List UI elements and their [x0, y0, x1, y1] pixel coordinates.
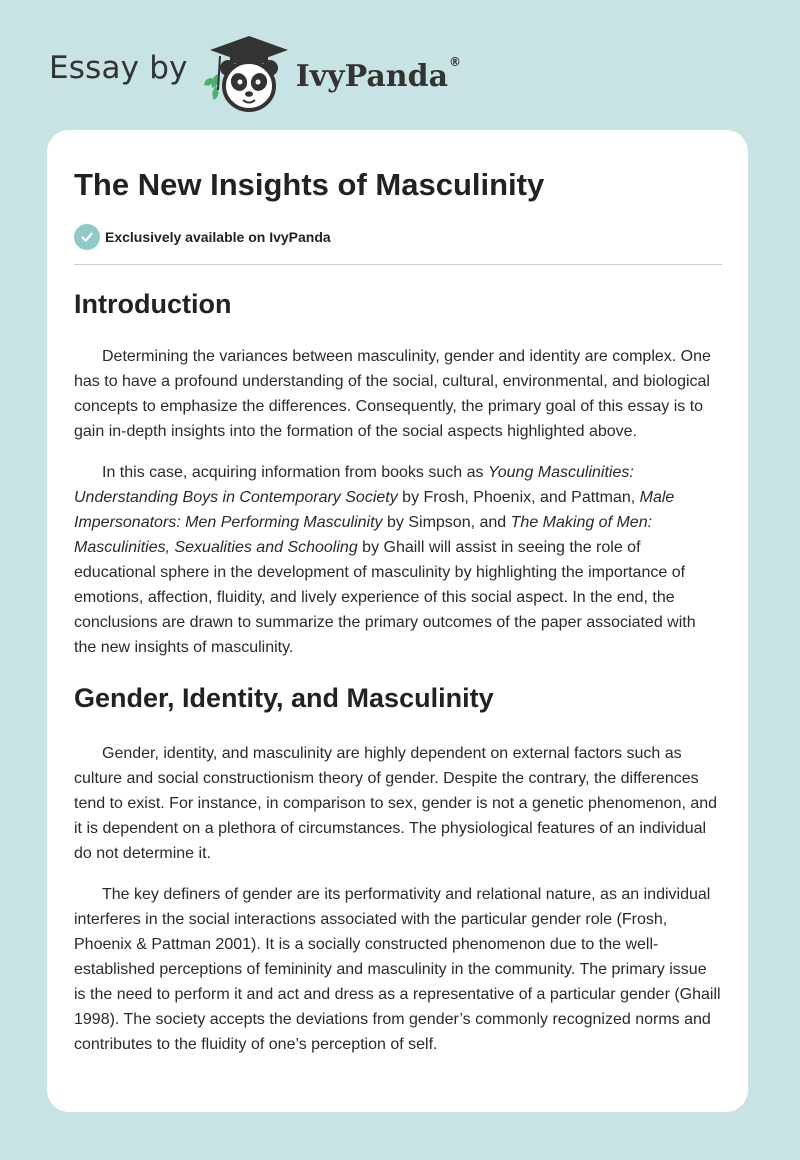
- paragraph: In this case, acquiring information from books such as Young Masculinities: Understanding Boys in Contemporary Society by Frosh, Phoenix, and Pattman, Male Impersonators: Men Performing Masculinity by Simpson, and The Making of Men: Masculinities, Sexualities and Schooling by Ghaill will assist in seeing the role of educational sphere in the development of masculinity by highlighting the importance of emotions, affection, fluidity, and lively experience of this social aspect. In the end, the conclusions are drawn to summarize the primary outcomes of the paper associated with the new insights of masculinity.: [74, 464, 696, 656]
- book-title: Male Impersonators: Men Performing Masculinity: [74, 489, 675, 531]
- book-title: The Making of Men: Masculinities, Sexualities and Schooling: [74, 514, 653, 556]
- registered-mark: ®: [449, 55, 462, 69]
- paragraph: Gender, identity, and masculinity are highly dependent on external factors such as culture and social constructionism theory of gender. Despite the contrary, the differences tend to exist. For instance, in comparison to sex, gender is not a genetic phenomenon, and it is dependent on a plethora of circumstances. The physiological features of an individual do not determine it.: [74, 745, 718, 862]
- divider: [74, 264, 722, 265]
- check-circle-icon: [74, 224, 100, 250]
- panda-graduate-mascot-icon: [204, 34, 294, 114]
- book-title: Young Masculinities: Understanding Boys in Contemporary Society: [74, 464, 634, 506]
- exclusive-label: Exclusively available on IvyPanda: [105, 229, 331, 245]
- section-heading-introduction: Introduction: [74, 289, 232, 319]
- essay-title: The New Insights of Masculinity: [74, 167, 545, 202]
- paragraph: Determining the variances between masculinity, gender and identity are complex. One has to have a profound understanding of the social, cultural, environmental, and biological concepts to emphasize the differences. Consequently, the primary goal of this essay is to gain in-depth insights into the formation of the social aspects highlighted above.: [74, 348, 711, 440]
- exclusive-badge: [74, 223, 722, 251]
- section-heading-gender-identity-masculinity: Gender, Identity, and Masculinity: [74, 683, 494, 713]
- paragraph: The key definers of gender are its performativity and relational nature, as an individual interferes in the social interactions associated with the particular gender role (Frosh, Phoenix & Pattman 2001). It is a socially constructed phenomenon due to the well-established perceptions of femininity and masculinity in the community. The primary issue is the need to perform it and act and dress as a representative of a particular gender (Ghaill 1998). The society accepts the deviations from gender’s commonly recognized norms and contributes to the fluidity of one’s perception of self.: [74, 886, 721, 1053]
- brand-prefix: Essay by: [49, 50, 188, 86]
- essay-card: [47, 130, 748, 1112]
- brand-name: IvyPanda: [295, 58, 449, 94]
- brand-header[interactable]: [49, 34, 461, 114]
